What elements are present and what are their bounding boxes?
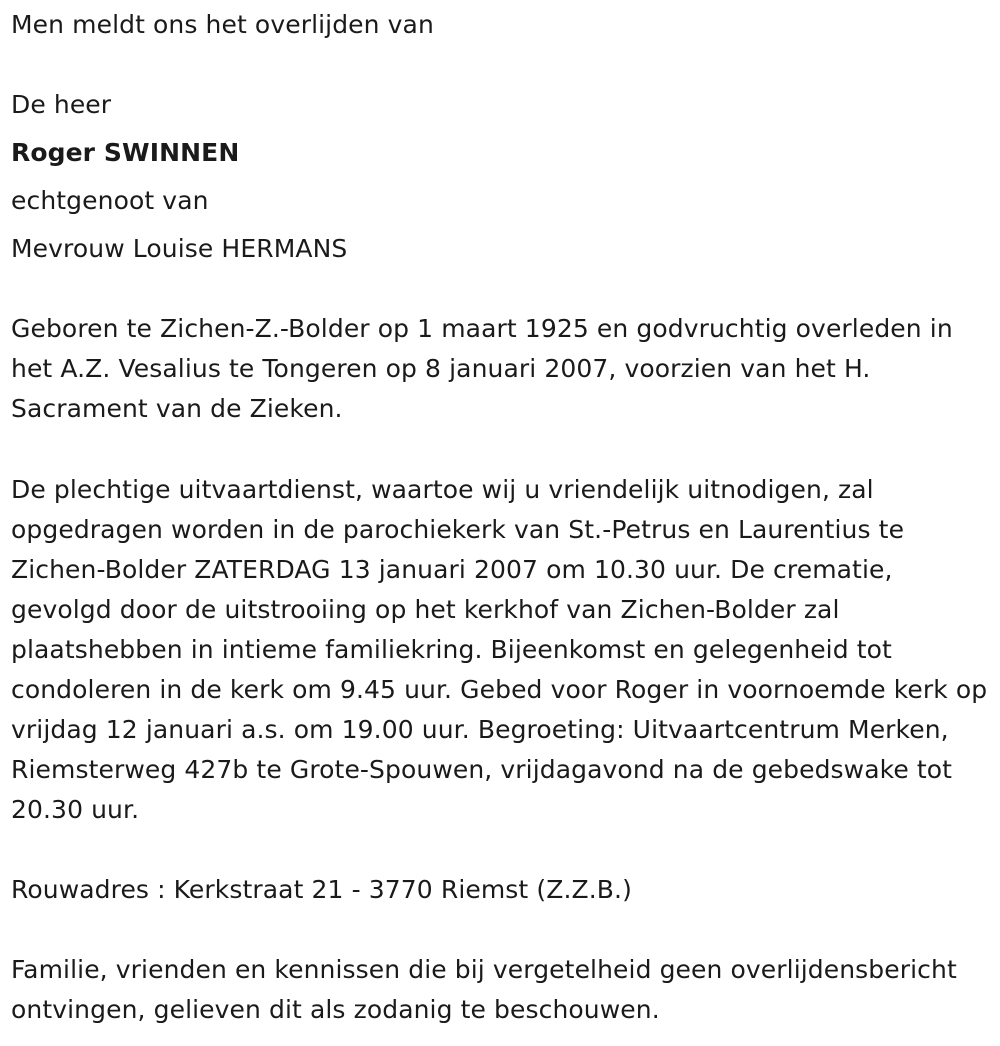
- mourning-address: Rouwadres : Kerkstraat 21 - 3770 Riemst (Z.Z.B.): [11, 875, 632, 904]
- deceased-name: Roger SWINNEN: [11, 138, 240, 167]
- birth-death-paragraph: Geboren te Zichen-Z.-Bolder op 1 maart 1925 en godvruchtig overleden in het A.Z. Vesalius te Tongeren op 8 januari 2007, voorzien van het H. Sacrament van de Zieken.: [11, 314, 953, 423]
- spouse-name: Mevrouw Louise HERMANS: [11, 234, 348, 263]
- relation-text: echtgenoot van: [11, 186, 209, 215]
- ceremony-paragraph: De plechtige uitvaartdienst, waartoe wij u vriendelijk uitnodigen, zal opgedragen worden in de parochiekerk van St.-Petrus en Laurentius te Zichen-Bolder ZATERDAG 13 januari 2007 om 10.30 uur. De crematie, gevolgd door de uitstrooiing op het kerkhof van Zichen-Bolder zal plaatshebben in intieme familiekring. Bijeenkomst en gelegenheid tot condoleren in de kerk om 9.45 uur. Gebed voor Roger in voornoemde kerk op vrijdag 12 januari a.s. om 19.00 uur. Begroeting: Uitvaartcentrum Merken, Riemsterweg 427b te Grote-Spouwen, vrijdagavond na de gebedswake tot 20.30 uur.: [11, 475, 988, 824]
- intro-text: Men meldt ons het overlijden van: [11, 10, 434, 39]
- closing-paragraph: Familie, vrienden en kennissen die bij vergetelheid geen overlijdensbericht ontvingen, gelieven dit als zodanig te beschouwen.: [11, 955, 957, 1024]
- title-text: De heer: [11, 90, 112, 119]
